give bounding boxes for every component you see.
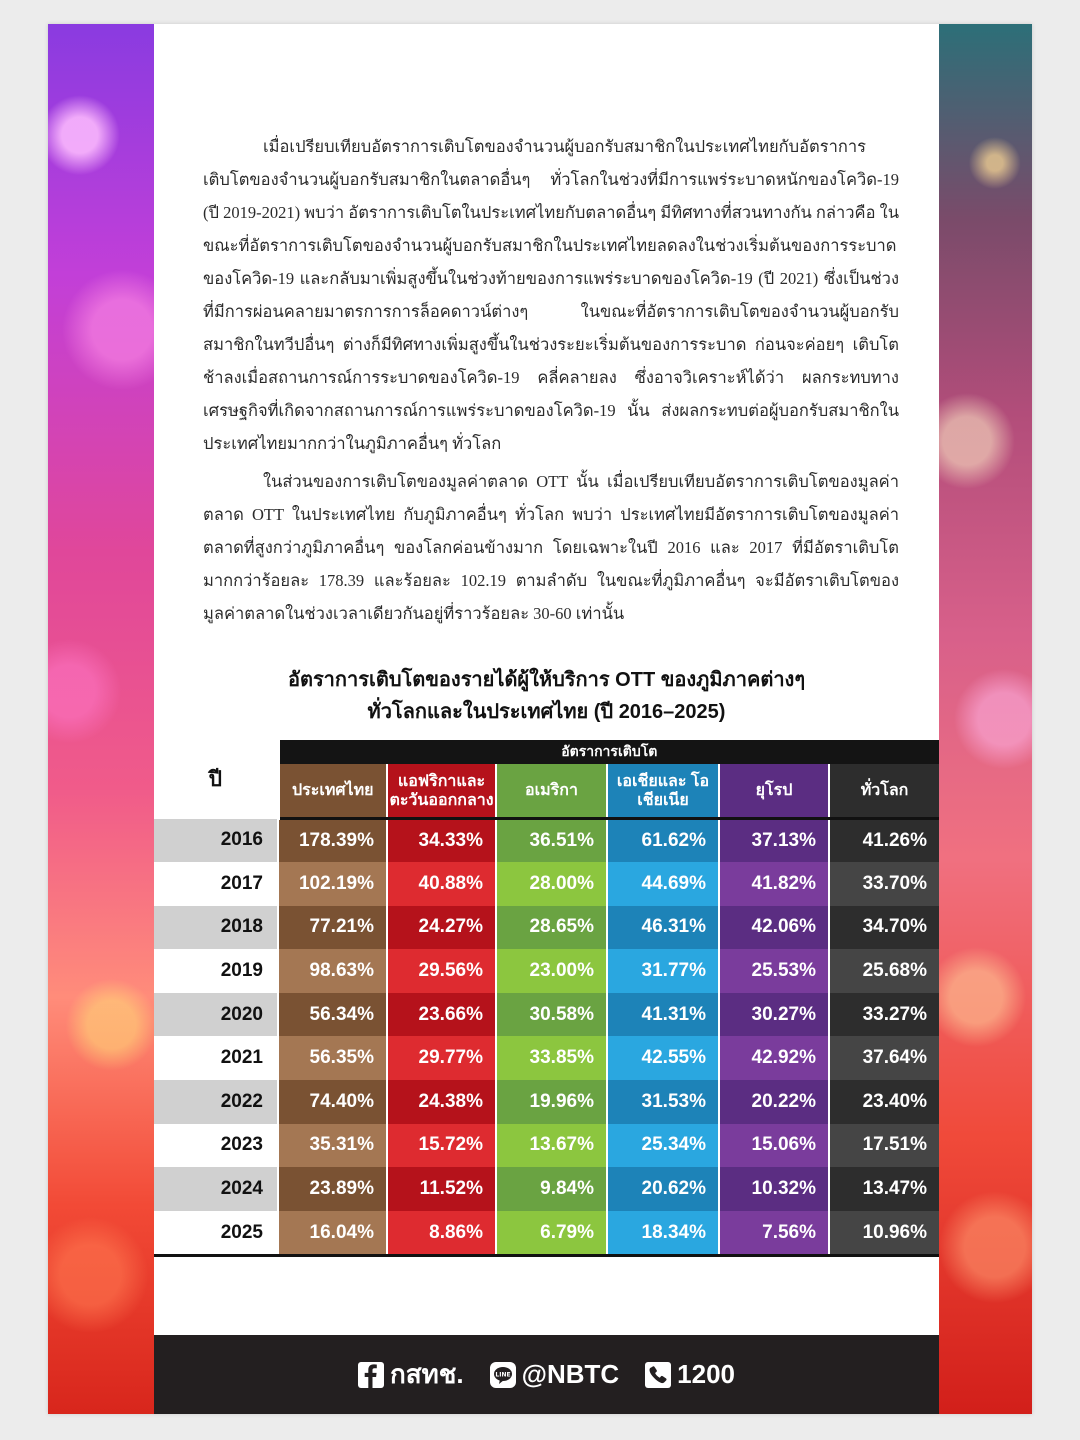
growth-value-cell: 102.19% — [278, 862, 387, 906]
footer-bar — [154, 1335, 939, 1414]
growth-value-cell: 77.21% — [278, 906, 387, 950]
table-title-line-2: ทั่วโลกและในประเทศไทย (ปี 2016–2025) — [367, 701, 726, 723]
year-cell: 2017 — [154, 862, 278, 906]
growth-value-cell: 20.22% — [719, 1080, 829, 1124]
table-row — [154, 1211, 939, 1256]
region-column-header: ยุโรป — [719, 764, 829, 819]
region-column-header: แอฟริกาและ ตะวันออกกลาง — [387, 764, 496, 819]
growth-value-cell: 31.53% — [607, 1080, 719, 1124]
table-row — [154, 906, 939, 950]
growth-value-cell: 28.00% — [496, 862, 607, 906]
table-row — [154, 1036, 939, 1080]
table-row — [154, 1080, 939, 1124]
region-column-header: อเมริกา — [496, 764, 607, 819]
growth-value-cell: 35.31% — [278, 1124, 387, 1168]
table-row — [154, 949, 939, 993]
phone-icon — [645, 1362, 671, 1388]
growth-value-cell: 13.67% — [496, 1124, 607, 1168]
growth-value-cell: 25.53% — [719, 949, 829, 993]
growth-value-cell: 74.40% — [278, 1080, 387, 1124]
growth-value-cell: 33.27% — [829, 993, 939, 1037]
growth-value-cell: 8.86% — [387, 1211, 496, 1256]
growth-value-cell: 10.96% — [829, 1211, 939, 1256]
table-row — [154, 862, 939, 906]
table-title-line-1: อัตราการเติบโตของรายได้ผู้ให้บริการ OTT ของภูมิภาคต่างๆ — [287, 669, 806, 691]
growth-value-cell: 37.13% — [719, 819, 829, 863]
table-row — [154, 819, 939, 863]
facebook-icon — [358, 1362, 384, 1388]
growth-value-cell: 42.92% — [719, 1036, 829, 1080]
growth-value-cell: 41.82% — [719, 862, 829, 906]
growth-value-cell: 40.88% — [387, 862, 496, 906]
right-decorative-background — [939, 24, 1032, 1414]
growth-value-cell: 41.31% — [607, 993, 719, 1037]
line-icon — [490, 1362, 516, 1388]
document-page — [48, 24, 1032, 1414]
left-decorative-background — [48, 24, 154, 1414]
growth-value-cell: 10.32% — [719, 1167, 829, 1211]
growth-value-cell: 56.34% — [278, 993, 387, 1037]
growth-value-cell: 20.62% — [607, 1167, 719, 1211]
growth-value-cell: 34.33% — [387, 819, 496, 863]
table-row — [154, 1124, 939, 1168]
growth-value-cell: 37.64% — [829, 1036, 939, 1080]
growth-value-cell: 56.35% — [278, 1036, 387, 1080]
table-row — [154, 993, 939, 1037]
growth-value-cell: 31.77% — [607, 949, 719, 993]
growth-value-cell: 24.27% — [387, 906, 496, 950]
growth-value-cell: 98.63% — [278, 949, 387, 993]
growth-value-cell: 61.62% — [607, 819, 719, 863]
phone-label: 1200 — [677, 1359, 736, 1389]
growth-value-cell: 23.89% — [278, 1167, 387, 1211]
growth-rate-group-header: อัตราการเติบโต — [278, 740, 939, 764]
growth-value-cell: 33.85% — [496, 1036, 607, 1080]
paragraph-subscriber-growth: เมื่อเปรียบเทียบอัตราการเติบโตของจำนวนผู้บอกรับสมาชิกในประเทศไทยกับอัตราการเติบโตของจำนวนผู้บอกรับสมาชิกในตลาดอื่นๆ ทั่วโลกในช่วงที่มีการแพร่ระบาดหนักของโควิด-19 (ปี 2019-2021) พบว่า อัตราการเติบโตในประเทศไทยกับตลาดอื่นๆ มีทิศทางที่สวนทางกัน กล่าวคือ ในขณะที่อัตราการเติบโตของจำนวนผู้บอกรับสมาชิกในประเทศไทยลดลงในช่วงเริ่มต้นของการระบาดของโควิด-19 และกลับมาเพิ่มสูงขึ้นในช่วงท้ายของการแพร่ระบาดของโควิด-19 (ปี 2021) ซึ่งเป็นช่วงที่มีการผ่อนคลายมาตรการการล็อคดาวน์ต่างๆ ในขณะที่อัตราการเติบโตของจำนวนผู้บอกรับสมาชิกในทวีปอื่นๆ ต่างก็มีทิศทางเพิ่มสูงขึ้นในช่วงระยะเริ่มต้นของการระบาด ก่อนจะค่อยๆ เติบโตช้าลงเมื่อสถานการณ์การระบาดของโควิด-19 คลี่คลายลง ซึ่งอาจวิเคราะห์ได้ว่า ผลกระทบทางเศรษฐกิจที่เกิดจากสถานการณ์การแพร่ระบาดของโควิด-19 นั้น ส่งผลกระทบต่อผู้บอกรับสมาชิกในประเทศไทยมากกว่าในภูมิภาคอื่นๆ ทั่วโลก — [203, 137, 899, 453]
phone-link[interactable] — [645, 1359, 735, 1390]
year-cell: 2023 — [154, 1124, 278, 1168]
growth-value-cell: 44.69% — [607, 862, 719, 906]
growth-value-cell: 42.55% — [607, 1036, 719, 1080]
facebook-label: กสทช. — [389, 1359, 464, 1389]
growth-value-cell: 34.70% — [829, 906, 939, 950]
growth-value-cell: 15.72% — [387, 1124, 496, 1168]
table-row — [154, 1167, 939, 1211]
region-column-header: เอเชียและ โอเชียเนีย — [607, 764, 719, 819]
year-cell: 2024 — [154, 1167, 278, 1211]
growth-value-cell: 23.66% — [387, 993, 496, 1037]
growth-value-cell: 16.04% — [278, 1211, 387, 1256]
line-label: @NBTC — [521, 1359, 620, 1389]
growth-value-cell: 25.68% — [829, 949, 939, 993]
growth-value-cell: 19.96% — [496, 1080, 607, 1124]
ott-growth-table — [154, 740, 939, 1257]
year-cell: 2016 — [154, 819, 278, 863]
growth-value-cell: 11.52% — [387, 1167, 496, 1211]
growth-value-cell: 29.56% — [387, 949, 496, 993]
growth-value-cell: 24.38% — [387, 1080, 496, 1124]
growth-value-cell: 23.00% — [496, 949, 607, 993]
growth-value-cell: 46.31% — [607, 906, 719, 950]
growth-value-cell: 23.40% — [829, 1080, 939, 1124]
growth-value-cell: 30.27% — [719, 993, 829, 1037]
growth-value-cell: 42.06% — [719, 906, 829, 950]
region-column-header: ทั่วโลก — [829, 764, 939, 819]
year-cell: 2022 — [154, 1080, 278, 1124]
svg-text:LINE: LINE — [495, 1371, 511, 1378]
growth-value-cell: 36.51% — [496, 819, 607, 863]
growth-value-cell: 18.34% — [607, 1211, 719, 1256]
year-cell: 2025 — [154, 1211, 278, 1256]
year-cell: 2021 — [154, 1036, 278, 1080]
growth-value-cell: 15.06% — [719, 1124, 829, 1168]
growth-value-cell: 9.84% — [496, 1167, 607, 1211]
year-cell: 2020 — [154, 993, 278, 1037]
year-cell: 2019 — [154, 949, 278, 993]
growth-value-cell: 7.56% — [719, 1211, 829, 1256]
year-cell: 2018 — [154, 906, 278, 950]
facebook-link[interactable] — [358, 1354, 464, 1395]
growth-value-cell: 30.58% — [496, 993, 607, 1037]
growth-value-cell: 6.79% — [496, 1211, 607, 1256]
growth-value-cell: 25.34% — [607, 1124, 719, 1168]
growth-value-cell: 17.51% — [829, 1124, 939, 1168]
growth-value-cell: 29.77% — [387, 1036, 496, 1080]
growth-value-cell: 33.70% — [829, 862, 939, 906]
paragraph-market-value-growth: ในส่วนของการเติบโตของมูลค่าตลาด OTT นั้น เมื่อเปรียบเทียบอัตราการเติบโตของมูลค่าตลาด OTT ในประเทศไทย กับภูมิภาคอื่นๆ ทั่วโลก พบว่า ประเทศไทยมีอัตราการเติบโตของมูลค่าตลาดที่สูงกว่าภูมิภาคอื่นๆ ของโลกค่อนข้างมาก โดยเฉพาะในปี 2016 และ 2017 ที่มีอัตราเติบโตมากกว่าร้อยละ 178.39 และร้อยละ 102.19 ตามลำดับ ในขณะที่ภูมิภาคอื่นๆ จะมีอัตราเติบโตของมูลค่าตลาดในช่วงเวลาเดียวกันอยู่ที่ราวร้อยละ 30-60 เท่านั้น — [203, 472, 899, 623]
region-column-header: ประเทศไทย — [278, 764, 387, 819]
line-link[interactable] — [490, 1359, 620, 1390]
table-title — [154, 664, 939, 728]
growth-value-cell: 178.39% — [278, 819, 387, 863]
year-column-header: ปี — [154, 740, 278, 819]
page-content — [154, 24, 939, 1414]
growth-value-cell: 13.47% — [829, 1167, 939, 1211]
growth-value-cell: 28.65% — [496, 906, 607, 950]
growth-value-cell: 41.26% — [829, 819, 939, 863]
